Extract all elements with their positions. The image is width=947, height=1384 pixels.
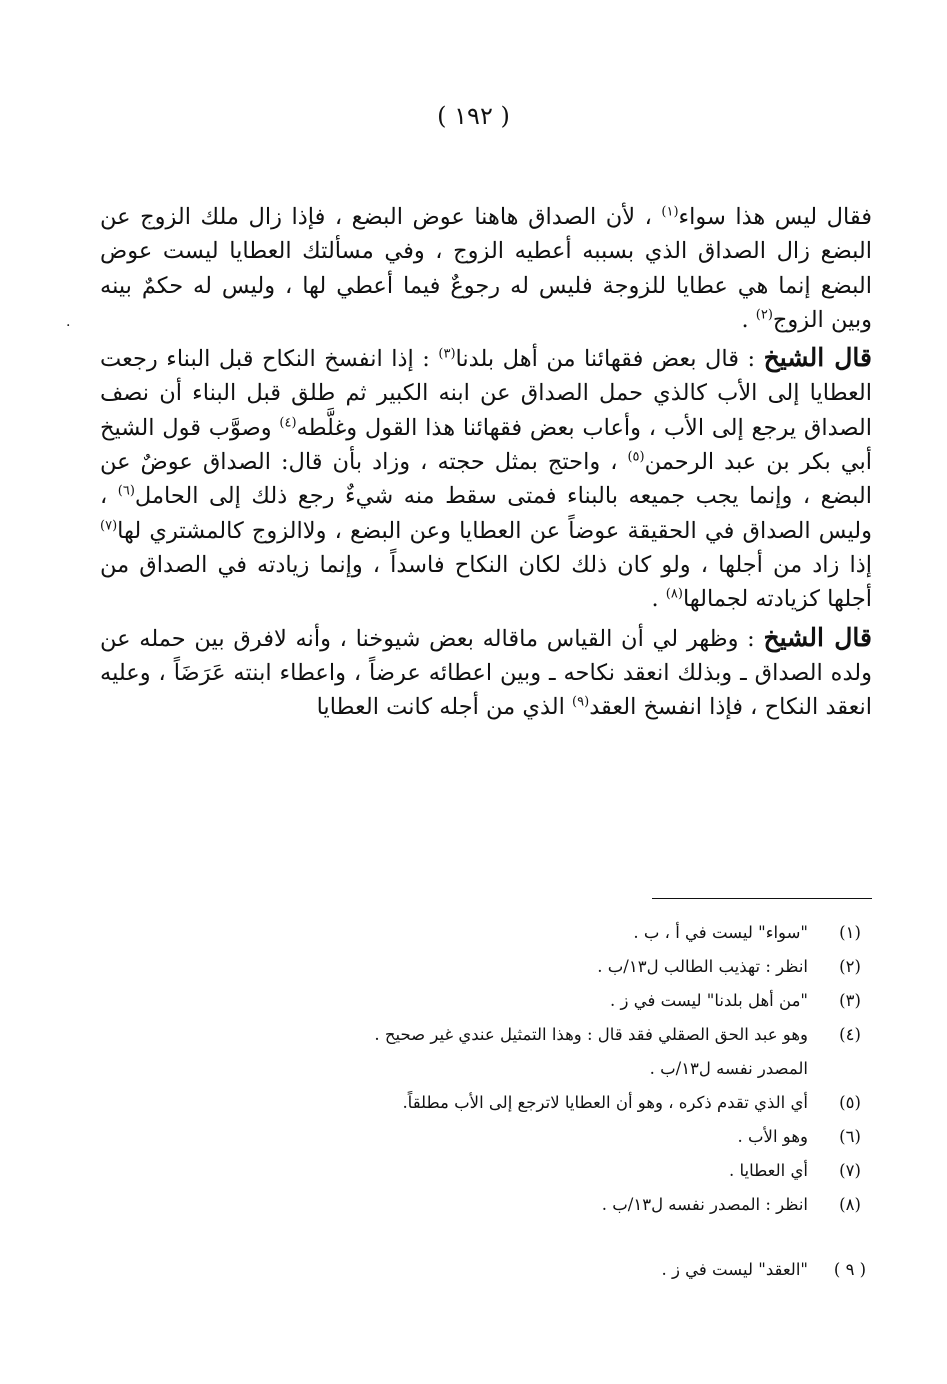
paragraph-2-seg-2: وصوَّب قول الشيخ أبي بكر بن عبد الرحمن <box>100 414 872 476</box>
page-number: ( ١٩٢ ) <box>437 102 510 130</box>
footnote-1 <box>300 918 870 947</box>
paragraph-2-seg-0: : قال بعض فقهائنا من أهل بلدنا <box>455 346 764 373</box>
footnote-number: (٧) <box>839 1161 861 1180</box>
footnote-number: (٤) <box>839 1025 861 1044</box>
footnote-number: (١) <box>839 923 861 942</box>
footnote-7 <box>300 1156 870 1185</box>
footnote-text: أي العطايا . <box>729 1161 808 1180</box>
footnote-4-continuation <box>300 1054 870 1083</box>
footnote-text: المصدر نفسه ل١٣/ب . <box>649 1059 808 1078</box>
paragraph-2-seg-6: . <box>651 586 666 613</box>
footnote-text: انظر : تهذيب الطالب ل١٣/ب . <box>597 957 808 976</box>
paragraph-3-seg-0: : وظهر لي أن القياس ماقاله بعض شيوخنا ، وأنه لافرق بين حمله عن ولده الصداق ـ وبذلك انعقد نكاحه ـ وبين اعطائه عرضاً ، واعطاء ابنته عَرَضَاً ، وعليه انعقد النكاح ، فإذا انفسخ العقد <box>100 625 872 721</box>
paragraph-2-lead: قال الشيخ <box>763 343 872 373</box>
footnote-ref-5: (٥) <box>627 449 645 465</box>
footnote-4 <box>300 1020 870 1049</box>
footnote-divider <box>652 898 872 899</box>
footnote-ref-3: (٣) <box>438 346 456 362</box>
paragraph-1-seg-1: ، لأن الصداق هاهنا عوض البضع ، فإذا زال ملك الزوج عن البضع زال الصداق الذي بسببه أعطيه الزوج ، وفي مسألتك العطايا ليست عوض البضع إنما هي عطايا للزوجة فليس له رجوعٌ فيما أعطي لها ، وليس له حكمٌ بينه وبين الزوج <box>100 204 872 333</box>
footnote-8 <box>300 1190 870 1219</box>
footnote-number: (٣) <box>839 991 861 1010</box>
footnote-text: أي الذي تقدم ذكره ، وهو أن العطايا لاترجع إلى الأب مطلقاً. <box>402 1093 808 1112</box>
footnote-5 <box>300 1088 870 1117</box>
footnote-6 <box>300 1122 870 1151</box>
footnote-ref-2: (٢) <box>755 307 773 323</box>
stray-mark: . <box>66 314 71 330</box>
footnote-text: وهو عبد الحق الصقلي فقد قال : وهذا التمثيل عندي غير صحيح . <box>374 1025 808 1044</box>
footnote-2 <box>300 952 870 981</box>
paragraph-2-seg-5: إذا زاد من أجلها ، ولو كان ذلك لكان النكاح فاسداً ، وإنما زيادته في الصداق من أجلها كزيادته لجمالها <box>100 551 872 613</box>
footnote-ref-6: (٦) <box>117 483 135 499</box>
footnotes <box>300 918 870 1289</box>
footnote-text: وهو الأب . <box>737 1127 808 1146</box>
footnote-number: (٥) <box>839 1093 861 1112</box>
footnote-number: (٦) <box>839 1127 861 1146</box>
footnote-number: ( ٩ ) <box>833 1260 867 1279</box>
paragraph-2-seg-3: ، واحتج بمثل حجته ، وزاد بأن قال: الصداق عوضٌ عن البضع ، وإنما يجب جميعه بالبناء فمتى سقط منه شيءٌ رجع ذلك إلى الحامل <box>100 449 872 510</box>
footnote-ref-7: (٧) <box>100 518 118 534</box>
footnote-text: "العقد" ليست في ز . <box>661 1260 808 1279</box>
paragraph-1-seg-2: . <box>741 306 756 333</box>
footnote-ref-9: (٩) <box>572 694 590 710</box>
footnote-text: "من أهل بلدنا" ليست في ز . <box>610 991 808 1010</box>
paragraph-3-lead: قال الشيخ <box>763 622 873 652</box>
main-text <box>100 196 872 724</box>
paragraph-2-seg-4: ، وليس الصداق في الحقيقة عوضاً عن العطايا وعن البضع ، ولاالزوج كالمشتري لها <box>100 483 872 544</box>
footnote-9 <box>300 1255 870 1284</box>
footnote-number: (٢) <box>839 957 861 976</box>
footnote-ref-1: (١) <box>661 204 679 220</box>
footnote-text: انظر : المصدر نفسه ل١٣/ب . <box>601 1195 808 1214</box>
paragraph-2-seg-1: : إذا انفسخ النكاح قبل البناء رجعت العطايا إلى الأب كالذي حمل الصداق عن ابنه الكبير ثم طلق قبل البناء أن نصف الصداق يرجع إلى الأب ، وأعاب بعض فقهائنا هذا القول وغلَّطه <box>100 346 873 441</box>
paragraph-2 <box>100 341 872 616</box>
footnote-ref-4: (٤) <box>279 415 297 431</box>
footnote-3 <box>300 986 870 1015</box>
paragraph-1 <box>100 200 872 337</box>
footnote-ref-8: (٨) <box>665 586 683 602</box>
footnote-number: (٨) <box>839 1195 861 1214</box>
paragraph-1-seg-0: فقال ليس هذا سواء <box>678 204 872 230</box>
footnote-text: "سواء" ليست في أ ، ب . <box>633 923 808 942</box>
paragraph-3-seg-1: الذي من أجله كانت العطايا <box>316 694 573 721</box>
paragraph-3 <box>100 621 872 725</box>
